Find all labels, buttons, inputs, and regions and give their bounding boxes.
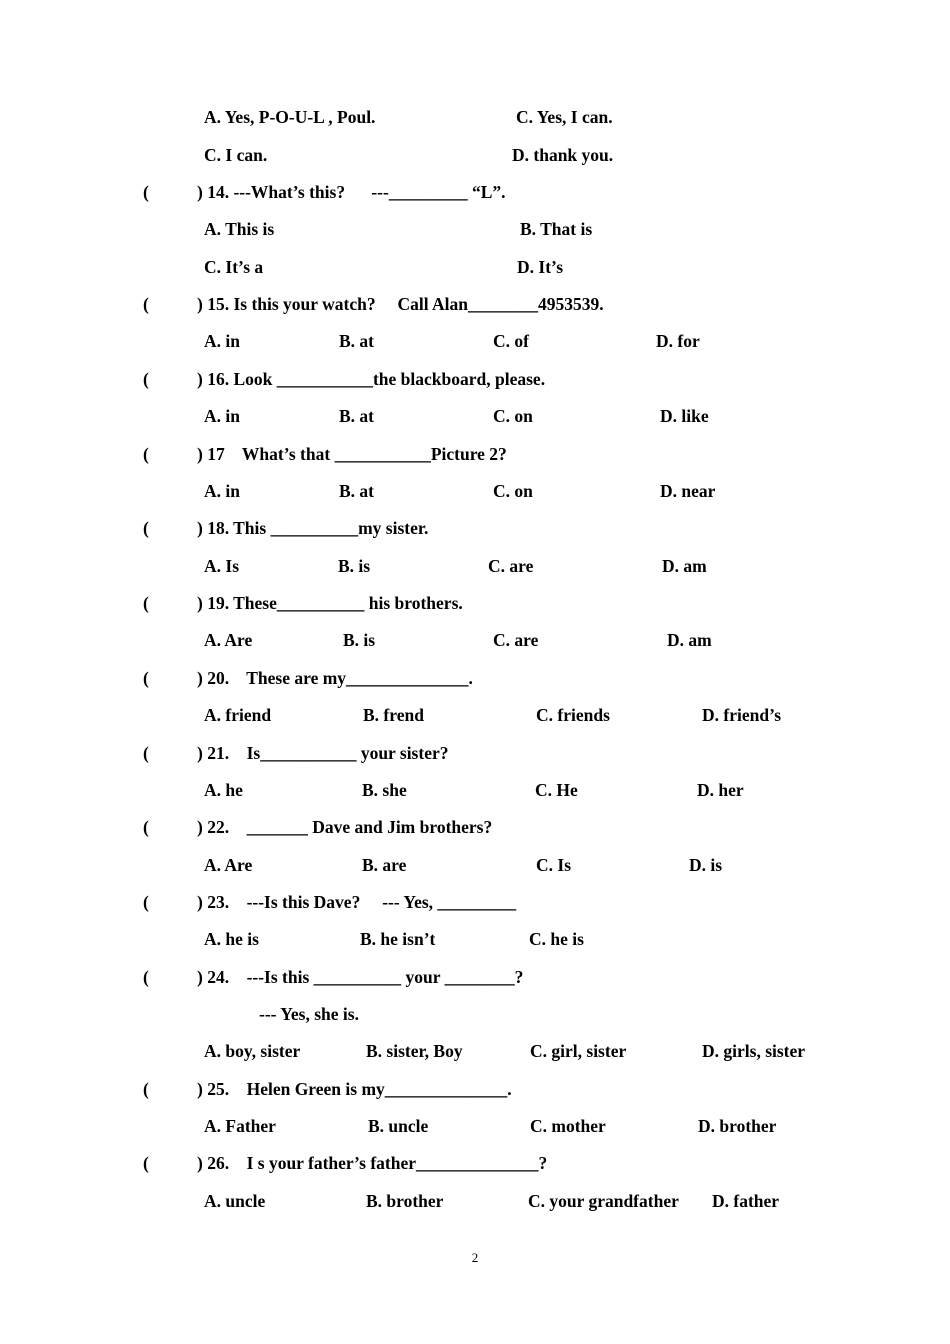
options-row xyxy=(0,142,950,168)
option-choice: B. sister, Boy xyxy=(366,1041,463,1061)
question-row xyxy=(0,964,950,990)
options-row xyxy=(0,1038,950,1064)
option-choice: A. Are xyxy=(204,630,253,650)
question-row xyxy=(0,1076,950,1102)
options-row xyxy=(0,216,950,242)
option-choice: C. mother xyxy=(530,1116,606,1136)
option-choice: A. uncle xyxy=(204,1191,266,1211)
options-row xyxy=(0,852,950,878)
option-choice: C. on xyxy=(493,481,533,501)
option-choice: C. friends xyxy=(536,705,610,725)
option-choice: B. brother xyxy=(366,1191,444,1211)
options-row xyxy=(0,553,950,579)
answer-paren-open: ( xyxy=(143,668,149,688)
question-text: ) 21. Is___________ your sister? xyxy=(197,743,449,763)
question-row xyxy=(0,740,950,766)
page-number: 2 xyxy=(471,1250,479,1265)
option-choice: C. are xyxy=(488,556,534,576)
answer-paren-open: ( xyxy=(143,892,149,912)
question-text: ) 17 What’s that ___________Picture 2? xyxy=(197,444,507,464)
answer-paren-open: ( xyxy=(143,182,149,202)
question-row xyxy=(0,366,950,392)
option-choice: C. your grandfather xyxy=(528,1191,679,1211)
options-row xyxy=(0,1188,950,1214)
question-text: ) 24. ---Is this __________ your ________? xyxy=(197,967,524,987)
option-choice: A. Are xyxy=(204,855,253,875)
answer-paren-open: ( xyxy=(143,518,149,538)
options-row xyxy=(0,328,950,354)
continuation-text: --- Yes, she is. xyxy=(259,1004,359,1024)
option-choice: A. friend xyxy=(204,705,272,725)
option-choice: B. at xyxy=(339,481,374,501)
option-choice: C. girl, sister xyxy=(530,1041,627,1061)
option-choice: C. of xyxy=(493,331,529,351)
answer-paren-open: ( xyxy=(143,593,149,613)
option-choice: A. Is xyxy=(204,556,240,576)
question-continuation xyxy=(0,1001,950,1027)
option-choice: B. she xyxy=(362,780,407,800)
option-choice: D. is xyxy=(689,855,723,875)
option-choice: C. on xyxy=(493,406,533,426)
question-row xyxy=(0,665,950,691)
question-text: ) 25. Helen Green is my______________. xyxy=(197,1079,512,1099)
option-choice: B. he isn’t xyxy=(360,929,436,949)
question-text: ) 16. Look ___________the blackboard, please. xyxy=(197,369,546,389)
option-choice: A. Yes, P-O-U-L , Poul. xyxy=(204,107,376,127)
options-row xyxy=(0,254,950,280)
question-text: ) 22. _______ Dave and Jim brothers? xyxy=(197,817,493,837)
answer-paren-open: ( xyxy=(143,1079,149,1099)
question-text: ) 23. ---Is this Dave? --- Yes, _________ xyxy=(197,892,517,912)
answer-paren-open: ( xyxy=(143,1153,149,1173)
options-row xyxy=(0,1113,950,1139)
option-choice: A. in xyxy=(204,331,240,351)
question-text: ) 15. Is this your watch? Call Alan________4953539. xyxy=(197,294,604,314)
question-text: ) 20. These are my______________. xyxy=(197,668,473,688)
question-row xyxy=(0,814,950,840)
answer-paren-open: ( xyxy=(143,743,149,763)
question-row xyxy=(0,291,950,317)
option-choice: A. This is xyxy=(204,219,275,239)
question-text: ) 18. This __________my sister. xyxy=(197,518,429,538)
option-choice: B. at xyxy=(339,331,374,351)
option-choice: D. girls, sister xyxy=(702,1041,806,1061)
option-choice: D. It’s xyxy=(517,257,564,277)
option-choice: A. he is xyxy=(204,929,259,949)
option-choice: A. in xyxy=(204,481,240,501)
options-row xyxy=(0,627,950,653)
answer-paren-open: ( xyxy=(143,369,149,389)
option-choice: C. Is xyxy=(536,855,572,875)
question-text: ) 14. ---What’s this? ---_________ “L”. xyxy=(197,182,506,202)
option-choice: D. friend’s xyxy=(702,705,782,725)
answer-paren-open: ( xyxy=(143,444,149,464)
question-row xyxy=(0,441,950,467)
option-choice: C. he is xyxy=(529,929,584,949)
question-text: ) 26. I s your father’s father______________? xyxy=(197,1153,548,1173)
question-row xyxy=(0,590,950,616)
options-row xyxy=(0,777,950,803)
option-choice: C. are xyxy=(493,630,539,650)
option-choice: B. are xyxy=(362,855,407,875)
option-choice: B. frend xyxy=(363,705,424,725)
question-text: ) 19. These__________ his brothers. xyxy=(197,593,463,613)
option-choice: B. uncle xyxy=(368,1116,429,1136)
answer-paren-open: ( xyxy=(143,967,149,987)
option-choice: C. He xyxy=(535,780,578,800)
option-choice: A. he xyxy=(204,780,243,800)
option-choice: C. It’s a xyxy=(204,257,264,277)
option-choice: D. for xyxy=(656,331,700,351)
options-row xyxy=(0,478,950,504)
option-choice: D. am xyxy=(662,556,707,576)
option-choice: B. That is xyxy=(520,219,593,239)
option-choice: D. like xyxy=(660,406,709,426)
question-row xyxy=(0,179,950,205)
option-choice: D. father xyxy=(712,1191,780,1211)
option-choice: B. at xyxy=(339,406,374,426)
question-row xyxy=(0,889,950,915)
option-choice: A. boy, sister xyxy=(204,1041,301,1061)
options-row xyxy=(0,104,950,130)
question-row xyxy=(0,515,950,541)
options-row xyxy=(0,403,950,429)
options-row xyxy=(0,702,950,728)
option-choice: B. is xyxy=(338,556,371,576)
answer-paren-open: ( xyxy=(143,294,149,314)
option-choice: C. I can. xyxy=(204,145,268,165)
question-row xyxy=(0,1150,950,1176)
option-choice: D. thank you. xyxy=(512,145,614,165)
option-choice: C. Yes, I can. xyxy=(516,107,613,127)
option-choice: A. Father xyxy=(204,1116,276,1136)
options-row xyxy=(0,926,950,952)
option-choice: A. in xyxy=(204,406,240,426)
option-choice: D. near xyxy=(660,481,716,501)
option-choice: B. is xyxy=(343,630,376,650)
option-choice: D. brother xyxy=(698,1116,777,1136)
option-choice: D. her xyxy=(697,780,744,800)
option-choice: D. am xyxy=(667,630,712,650)
answer-paren-open: ( xyxy=(143,817,149,837)
